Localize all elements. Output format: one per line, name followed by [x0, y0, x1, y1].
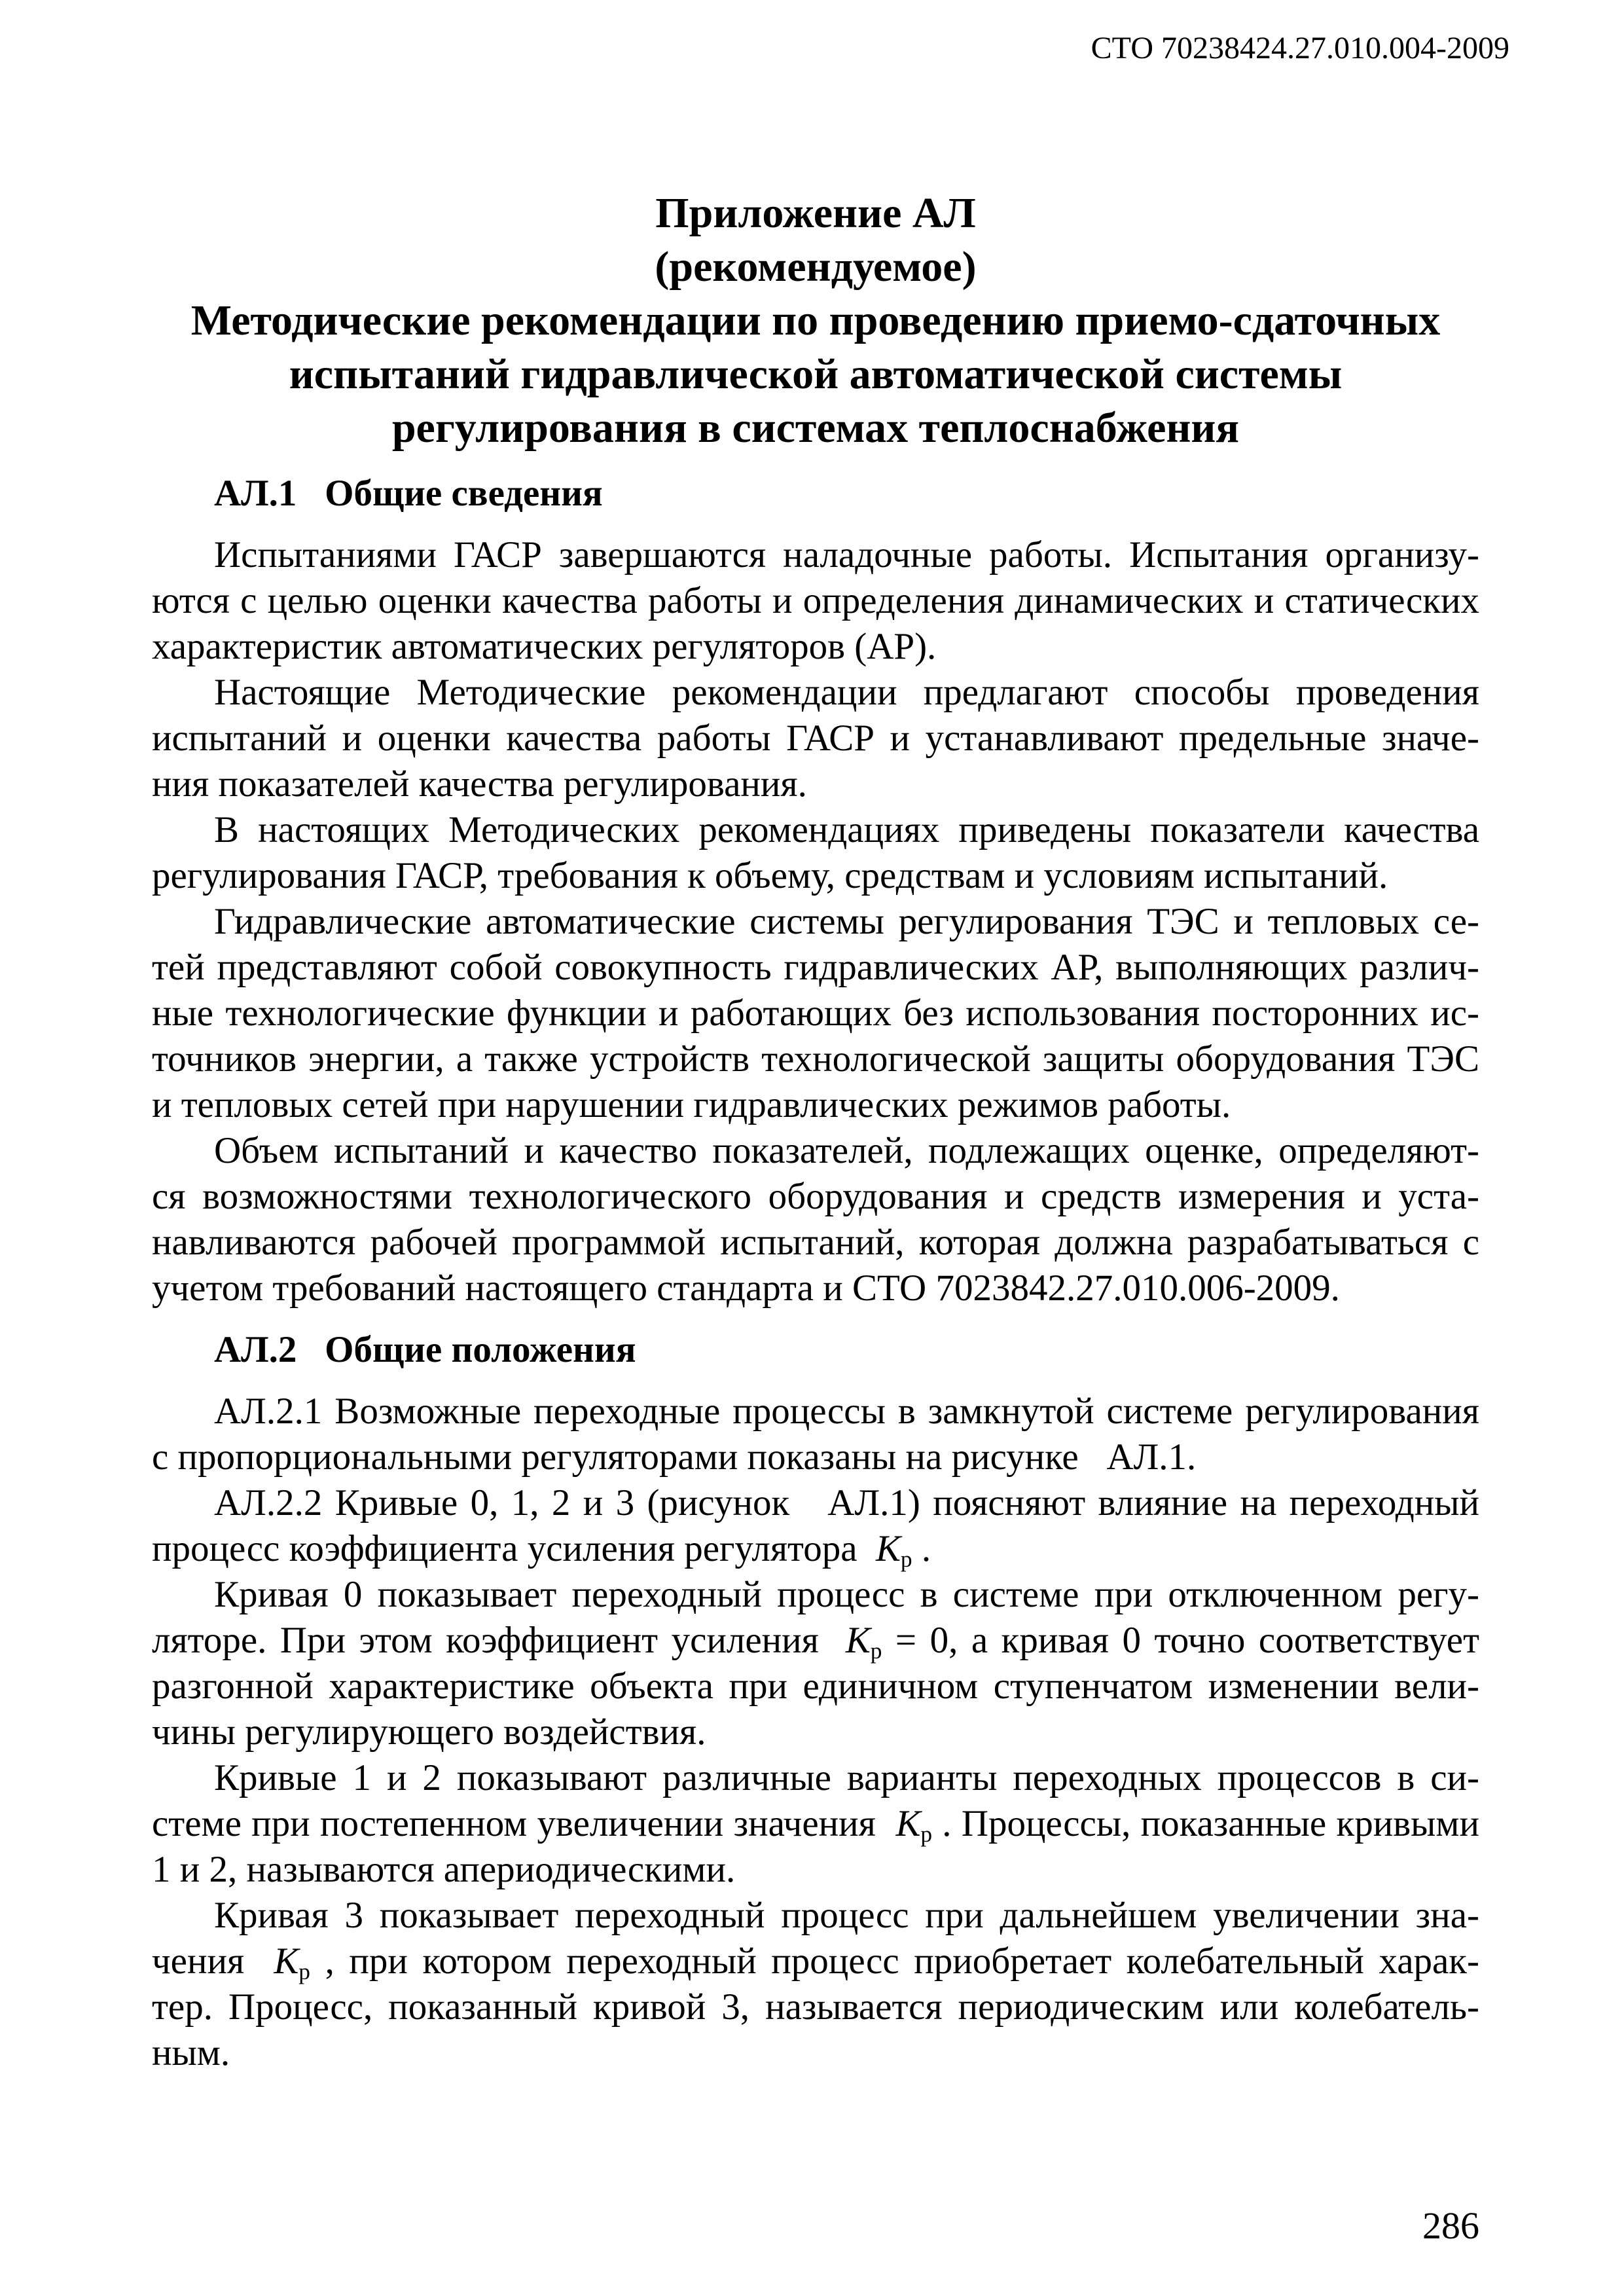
text-line: ся возможностями технологического оборудования и средств измерения и уста- [152, 1176, 1479, 1217]
page-number: 286 [1422, 2204, 1479, 2247]
paragraph [152, 532, 1479, 670]
text-line: тей представляют собой совокупность гидравлических АР, выполняющих различ- [152, 947, 1479, 988]
text-line: процесс коэффициента усиления регулятора $К_р$ . [152, 1528, 931, 1572]
text-line: регулирования ГАСР, требования к объему, средствам и условиям испытаний. [152, 855, 1388, 896]
text-line: Кривая 0 показывает переходный процесс в системе при отключенном регу- [214, 1574, 1479, 1615]
text-line: стеме при постепенном увеличении значения $К_р$ . Процессы, показанные кривыми [152, 1803, 1479, 1847]
paragraph [152, 1128, 1479, 1311]
paragraph [152, 899, 1479, 1128]
text-line: точников энергии, а также устройств технологической защиты оборудования ТЭС [152, 1038, 1479, 1080]
text-line: Методические рекомендации по проведению приемо-сдаточных [190, 297, 1441, 344]
paragraph [152, 1755, 1479, 1893]
text-line: и тепловых сетей при нарушении гидравлических режимов работы. [152, 1084, 1231, 1125]
text-line: (рекомендуемое) [655, 243, 977, 291]
text-line: чины регулирующего воздействия. [152, 1711, 706, 1753]
text-line: ются с целью оценки качества работы и определения динамических и статических [152, 580, 1479, 621]
document-code-header: СТО 70238424.27.010.004-2009 [1091, 31, 1509, 65]
text-line: характеристик автоматических регуляторов (АР). [152, 626, 937, 667]
text-line: Кривые 1 и 2 показывают различные варианты переходных процессов в си- [214, 1757, 1479, 1798]
paragraph [152, 670, 1479, 807]
paragraph [152, 1893, 1479, 2076]
text-line: Гидравлические автоматические системы регулирования ТЭС и тепловых се- [214, 901, 1479, 942]
text-line: ные технологические функции и работающих без использования посторонних ис- [152, 993, 1479, 1034]
text-line: ным. [152, 2032, 230, 2073]
paragraph [152, 807, 1479, 899]
text-line: регулирования в системах теплоснабжения [391, 404, 1240, 452]
text-line: 1 и 2, называются апериодическими. [152, 1849, 736, 1890]
document-body [152, 187, 1479, 2076]
text-line: чения $К_р$ , при котором переходный процесс приобретает колебательный харак- [152, 1941, 1479, 1984]
text-line: испытаний гидравлической автоматической системы [289, 350, 1343, 398]
text-line: ния показателей качества регулирования. [152, 763, 807, 805]
paragraph [152, 1572, 1479, 1755]
text-line: Настоящие Методические рекомендации предлагают способы проведения [214, 672, 1479, 713]
text-line: учетом требований настоящего стандарта и СТО 7023842.27.010.006-2009. [152, 1267, 1340, 1309]
section-heading-al1: АЛ.1 Общие сведения [214, 473, 603, 514]
text-line: Приложение АЛ [655, 189, 976, 237]
text-line: В настоящих Методических рекомендациях приведены показатели качества [214, 809, 1479, 850]
text-line: ляторе. При этом коэффициент усиления $К_р = 0$, а кривая 0 точно соответствует [152, 1620, 1479, 1664]
text-line: с пропорциональными регуляторами показаны на рисунке АЛ.1. [152, 1436, 1197, 1478]
appendix-title [152, 187, 1479, 455]
text-line: навливаются рабочей программой испытаний, которая должна разрабатываться с [152, 1222, 1479, 1263]
paragraph [152, 1389, 1479, 1480]
text-line: Испытаниями ГАСР завершаются наладочные работы. Испытания организу- [214, 534, 1479, 575]
section-heading-al2: АЛ.2 Общие положения [214, 1329, 636, 1370]
text-line: АЛ.2.2 Кривые 0, 1, 2 и 3 (рисунок АЛ.1) поясняют влияние на переходный [214, 1482, 1479, 1523]
text-line: тер. Процесс, показанный кривой 3, называется периодическим или колебатель- [152, 1986, 1479, 2028]
text-line: испытаний и оценки качества работы ГАСР и устанавливают предельные значе- [152, 718, 1479, 759]
text-line: АЛ.2.1 Возможные переходные процессы в замкнутой системе регулирования [214, 1391, 1479, 1432]
text-line: Кривая 3 показывает переходный процесс при дальнейшем увеличении зна- [214, 1895, 1479, 1936]
paragraph [152, 1480, 1479, 1572]
text-line: разгонной характеристике объекта при единичном ступенчатом изменении вели- [152, 1666, 1479, 1707]
text-line: Объем испытаний и качество показателей, подлежащих оценке, определяют- [214, 1130, 1479, 1171]
